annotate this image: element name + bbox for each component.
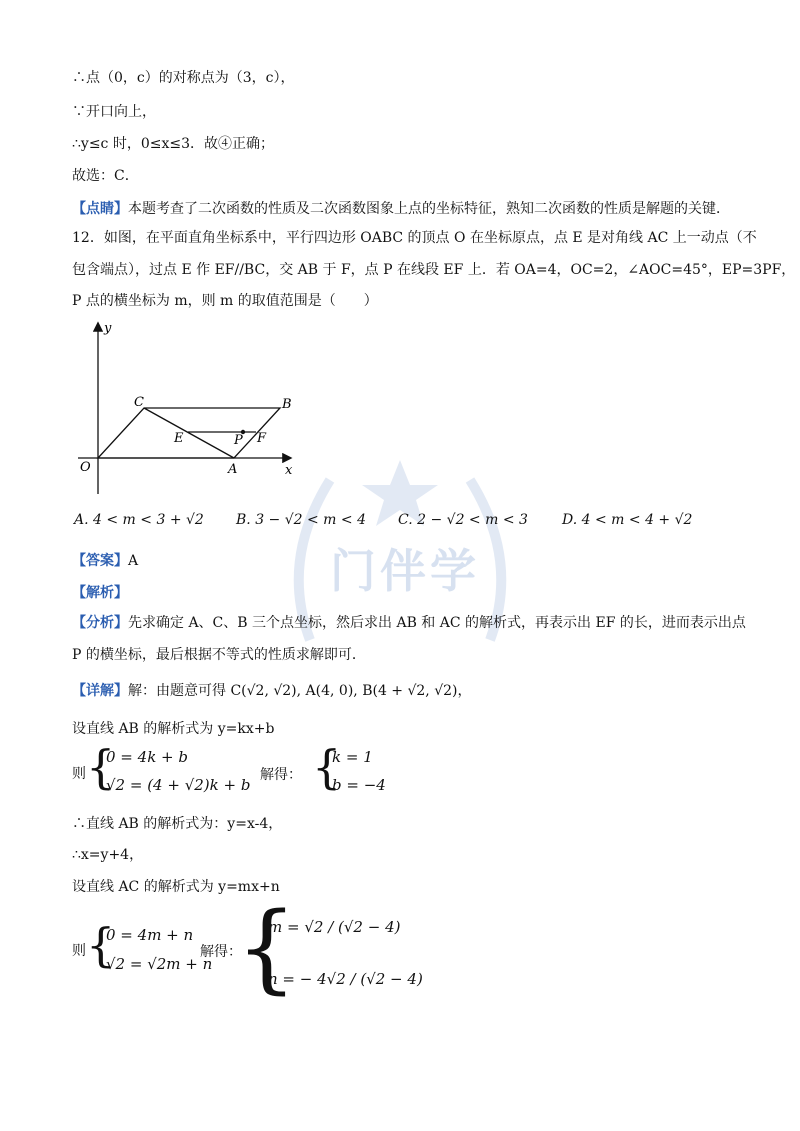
text-line-4: 故选：C． <box>72 168 139 184</box>
option-a[interactable]: A. 4 < m < 3 + √2 <box>74 512 204 528</box>
diagonal-ac <box>144 408 234 458</box>
review-line <box>72 199 730 219</box>
fenxi-text-1: 先求确定 A、C、B 三个点坐标，然后求出 AB 和 AC 的解析式，再表示出 EF 的长，进而表示出点 <box>128 615 746 631</box>
ab-eq2: √2 = (4 + √2)k + b <box>106 776 251 794</box>
ab-sol2: b = −4 <box>332 776 386 794</box>
question-line-3: P 点的横坐标为 m，则 m 的取值范围是（ ） <box>72 293 378 309</box>
label-e: E <box>174 431 184 446</box>
ac-eq1: 0 = 4m + n <box>106 926 194 944</box>
fenxi-line-2: P 的横坐标，最后根据不等式的性质求解即可． <box>72 647 366 663</box>
text-line-2: ∵开口向上， <box>72 104 156 120</box>
analysis-line <box>72 583 128 603</box>
detail-text: 解：由题意可得 C(√2, √2), A(4, 0), B(4 + √2, √2)， <box>128 683 472 699</box>
ab-result: ∴直线 AB 的解析式为：y=x-4， <box>72 816 283 832</box>
ze-label-2: 则 <box>72 943 86 959</box>
brace-ab-system: { <box>86 740 116 794</box>
answer-line <box>72 551 138 571</box>
question-line-2: 包含端点），过点 E 作 EF//BC，交 AB 于 F，点 P 在线段 EF 上．若 OA=4，OC=2，∠AOC=45°，EP=3PF， <box>72 262 796 278</box>
label-a: A <box>228 462 238 477</box>
text-line-3: ∴y≤c 时，0≤x≤3．故④正确； <box>72 136 275 152</box>
ac-setup: 设直线 AC 的解析式为 y=mx+n <box>72 879 280 895</box>
analysis-tag: 【解析】 <box>72 585 128 601</box>
detail-tag: 【详解】 <box>72 683 128 699</box>
ab-sol1: k = 1 <box>332 748 373 766</box>
x-result: ∴x=y+4， <box>72 847 144 863</box>
option-b[interactable]: B. 3 − √2 < m < 4 <box>236 512 366 528</box>
fenxi-tag: 【分析】 <box>72 615 128 631</box>
answer-tag: 【答案】 <box>72 553 128 569</box>
brace-ab-solution: { <box>312 740 342 794</box>
ab-eq1: 0 = 4k + b <box>106 748 188 766</box>
label-p: P <box>234 433 243 448</box>
label-y: y <box>104 321 112 336</box>
coordinate-figure <box>68 318 308 498</box>
ac-sol1: m = √2 / (√2 − 4) <box>268 918 401 936</box>
ac-sol2: n = − 4√2 / (√2 − 4) <box>268 970 423 988</box>
jiede-label-1: 解得： <box>260 767 302 783</box>
review-tag: 【点睛】 <box>72 201 128 217</box>
option-d[interactable]: D. 4 < m < 4 + √2 <box>562 512 693 528</box>
label-x: x <box>285 463 293 478</box>
brace-ac-system: { <box>86 918 116 972</box>
detail-line <box>72 681 472 701</box>
watermark-text: 门伴学 <box>330 544 480 598</box>
jiede-label-2: 解得： <box>200 944 242 960</box>
label-b: B <box>282 397 292 412</box>
label-f: F <box>257 431 267 446</box>
label-c: C <box>134 395 144 410</box>
label-o: O <box>80 460 91 475</box>
ac-eq2: √2 = √2m + n <box>106 955 213 973</box>
question-line-1: 12．如图，在平面直角坐标系中，平行四边形 OABC 的顶点 O 在坐标原点，点 E 是对角线 AC 上一动点（不 <box>72 230 757 246</box>
answer-value: A <box>128 553 139 569</box>
brace-ac-solution: { <box>236 892 298 1004</box>
ze-label-1: 则 <box>72 766 86 782</box>
review-text: 本题考查了二次函数的性质及二次函数图象上点的坐标特征，熟知二次函数的性质是解题的关键． <box>128 201 730 217</box>
fenxi-line-1 <box>72 613 746 633</box>
option-c[interactable]: C. 2 − √2 < m < 3 <box>398 512 528 528</box>
text-line-1: ∴点（0，c）的对称点为（3，c）， <box>72 70 295 86</box>
ab-setup: 设直线 AB 的解析式为 y=kx+b <box>72 721 275 737</box>
